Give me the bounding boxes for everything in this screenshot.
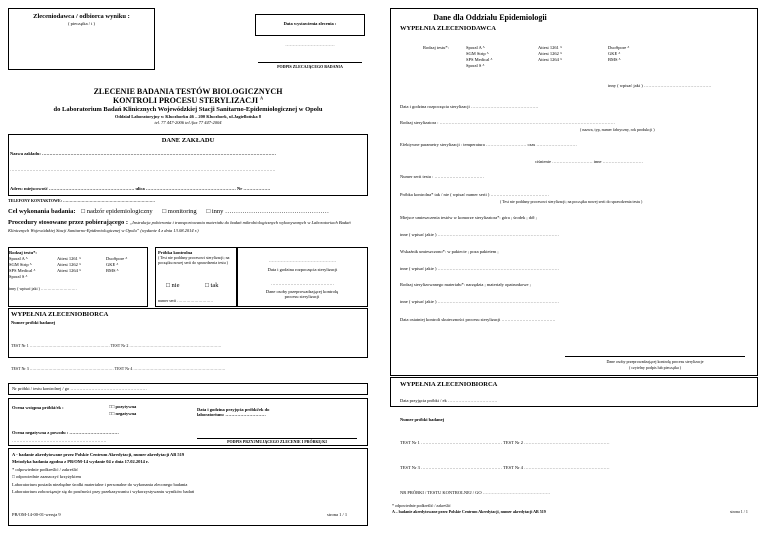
facility-name[interactable]: Nazwa zakładu: …………………………………………………………………………………………………………………………………………	[10, 151, 277, 156]
right-tests-1-2[interactable]: TEST Nr 1 ……………………………………………… TEST Nr 2 …………………………………………………	[400, 440, 610, 445]
purpose-row: Cel wykonania badania: □ nadzór epidemiologiczny □ monitoring □ inny …………………………………………	[8, 208, 330, 215]
orderer-note: ( pieczątka / i )	[68, 20, 95, 26]
right-params-2[interactable]: ciśnienie ……………………… inne ………………………	[535, 159, 644, 164]
note-checkbox: □ odpowiednie zaznaczyć krzyżykiem	[12, 474, 82, 479]
doc-code: PB/OM-14-00-01-wersja 9	[12, 512, 61, 517]
contractor-tests-1-2[interactable]: TEST Nr 1 …………………………………………………… TEST Nr 2 ……………………………………………………………	[11, 344, 222, 348]
tests-title: Rodzaj testu*:	[9, 250, 37, 255]
right-tests-col-2[interactable]: Attest 1261 ᴬ Attest 1262 ᴬ Attest 1264 ᴬ	[538, 45, 562, 62]
contractor-sample-label: Numer próbki badanej	[11, 320, 56, 325]
acceptance-date[interactable]: Data i godzina przyjęcia próbki/ek do laboratorium: ………………………	[197, 407, 270, 418]
accreditation: A - badanie akredytowane przez Polskie Centrum Akredytacji, numer akredytacji AB 519	[12, 452, 185, 457]
right-material[interactable]: Rodzaj sterylizowanego materiału*: narzędzia ; materiały opatrunkowe ;	[400, 282, 531, 287]
right-signer-note: ( czytelny podpis lub pieczątka )	[628, 365, 682, 370]
negative-reason[interactable]: Ocena negatywna z powodu : ……………………………	[12, 430, 119, 435]
purpose-other-checkbox[interactable]: □ inny …………………………………………	[206, 208, 330, 215]
control-no-checkbox[interactable]: □ nie	[166, 282, 180, 289]
orderer-box	[8, 8, 155, 70]
form-subtitle: KONTROLI PROCESU STERYLIZACJI $^A$	[113, 95, 263, 105]
assessment-positive-checkbox[interactable]: □□ pozytywna	[109, 404, 137, 409]
issue-date-label: Data wystawienia zlecenia :	[283, 21, 337, 26]
purpose-monitoring-checkbox[interactable]: □ monitoring	[162, 208, 197, 215]
issue-date-box[interactable]	[255, 14, 365, 36]
control-yes-checkbox[interactable]: □ tak	[205, 282, 219, 289]
right-tests-label: Rodzaj testu*:	[423, 45, 449, 50]
right-params-1[interactable]: Efektywne parametry sterylizacji : temperatura ……………………… czas ………………………	[400, 142, 577, 147]
start-label: Data i godzina rozpoczęcia sterylizacji	[267, 267, 338, 272]
right-footnote-1: * odpowiednie podkreślić / zakreślić	[392, 503, 451, 508]
note-confidentiality: Laboratorium zobowiązuje się do poufności przy przekazywaniu i wykorzystywaniu wyników badań	[12, 489, 194, 494]
right-steriliser-note: ( nazwa, typ, numer fabryczny, rok produkcji )	[580, 127, 655, 132]
right-series[interactable]: Numer serii testu : ……………………………	[400, 174, 484, 179]
control-sample-number[interactable]: Nr próbki / testu kontrolnej / go ……………………………………………	[8, 383, 368, 395]
right-steriliser[interactable]: Rodzaj sterylizatora : ………………………………………………………………………………………………………	[400, 120, 616, 125]
right-footnote-2: A – badanie akredytowane przez Polskie Centrum Akredytacji, numer akredytacji AB 519	[392, 509, 546, 514]
right-contractor-title: WYPEŁNIA ZLECENIOBIORCA	[400, 381, 498, 388]
assessment-negative-checkbox[interactable]: □□ negatywna	[109, 411, 137, 416]
issue-date-dots: ……………………………	[285, 42, 335, 47]
left-page-number: strona 1 / 1	[327, 512, 348, 517]
right-tests-other[interactable]: inny ( wpisać jaki ) ………………………………………	[608, 83, 712, 88]
right-receipt-date[interactable]: Data przyjęcia próbki / ek ……………………………	[400, 398, 498, 403]
purpose-epidemic-checkbox[interactable]: □ nadzór epidemiologiczny	[81, 208, 153, 215]
lab-address: Oddział Laboratoryjny w Kluczborku 46 – 200 Kluczbork, ul.Jagiellońska 8	[114, 114, 262, 119]
right-placement[interactable]: Miejsce umieszczenia testów w komorze sterylizatora*: góra ; środek ; dół ;	[400, 215, 537, 220]
signer-dots[interactable]: ……………………………………	[271, 281, 334, 286]
contractor-tests-3-4[interactable]: TEST Nr 3 ……………………………………………………… TEST Nr 4 ……………………………………………………………	[11, 367, 226, 371]
methodology: Metodyka badania zgodna z PB/OM-14 wydanie 04 z dnia 17.02.2014 r.	[12, 459, 149, 464]
form-title: ZLECENIE BADANIA TESTÓW BIOLOGICZNYCH	[93, 87, 283, 96]
control-series[interactable]: numer serii ………………………	[158, 299, 214, 303]
note-resources: Laboratorium posiada niezbędne środki materialne i personalne do wykonania zleconego badania	[12, 482, 188, 487]
right-indicator[interactable]: Wskaźnik umieszczono*: w pakiecie ; poza pakietem ;	[400, 249, 499, 254]
negative-reason-dots[interactable]: ………………………………………………………	[12, 438, 107, 443]
acceptance-signature: PODPIS PRZYJMUJĄCEGO ZLECENIE I PRÓBKĘ/KI	[227, 439, 327, 444]
tests-col-2[interactable]: Attest 1261 ᴬ Attest 1262 ᴬ Attest 1264 ᴬ	[57, 256, 81, 273]
tests-col-3[interactable]: DuoSpore ᴬ GKE ᴬ BMS ᴬ	[106, 256, 128, 273]
right-material-other[interactable]: inne ( wpisać jakie ) ………………………………………………………………………	[400, 299, 560, 304]
right-start[interactable]: Data i godzina rozpoczęcia sterylizacji ………………………………………	[400, 104, 539, 109]
tests-col-1[interactable]: Sporal A ᴬ SGM Strip ᴬ SPS Medical ᴬ Sporal S ᴬ	[9, 256, 36, 279]
client-fill-title: WYPEŁNIA ZLECENIODAWCA	[400, 25, 496, 32]
lab-name: do Laboratorium Badań Klinicznych Wojewódzkiej Stacji Sanitarno-Epidemiologicznej w Opolu	[53, 106, 323, 113]
right-tests-3-4[interactable]: TEST Nr 3 ……………………………………………… TEST Nr 4 …………………………………………………	[400, 465, 610, 470]
procedure-text: Procedury stosowane przez pobierającego : „Instrukcja pobierania i transportowania materiału do badań mikrobiologicznych wykonywanych w Laboratoriach Badań Klinicznych Wojewódzkiej Stacji Sanitarno-Epidemiologicznej w Opolu” (wydanie 4 z dnia 13.08.2014 r.)	[8, 219, 351, 233]
right-last-check[interactable]: Data ostatniej kontroli skuteczności procesu sterylizacji ………………………………	[400, 317, 556, 322]
start-dots[interactable]: ………………………………………	[268, 258, 337, 263]
right-tests-col-3[interactable]: DuoSpore ᴬ GKE ᴬ BMS ᴬ	[608, 45, 630, 62]
right-control-number[interactable]: NR PRÓBKI / TESTU KONTROLNEJ / GO ………………………………………	[400, 490, 551, 495]
facility-address[interactable]: Adres: miejscowość ………………………………………………… ulica …………………………………………………… Nr ………………	[10, 186, 271, 191]
contractor-title: WYPEŁNIA ZLECENIOBIORCA	[11, 311, 109, 318]
right-page-number: strona 1 / 1	[730, 509, 748, 514]
control-title: Próbka kontrolna	[158, 250, 193, 255]
right-sample-label: Numer próbki badanej	[400, 417, 445, 422]
right-signer: Dane osoby przeprowadzającej kontrolę procesu sterylizacje	[606, 359, 704, 364]
right-placement-other[interactable]: inne ( wpisać jakie ) ………………………………………………………………………	[400, 232, 560, 237]
signer-label: Dane osoby przeprowadzającej kontrolę procesu sterylizacji	[265, 289, 339, 300]
right-indicator-other[interactable]: inne ( wpisać jakie ) ………………………………………………………………………	[400, 266, 560, 271]
facility-title: DANE ZAKŁADU	[161, 137, 215, 144]
facility-name-dots[interactable]: ……………………………………………………………………………………………………………………………………………………………	[10, 167, 276, 172]
orderer-title: Zleceniodawca / odbiorca wyniku :	[33, 13, 130, 20]
right-control-note: ( Test nie poddany procesowi sterylizacji; na początku nowej serii do sprawdzenia testu )	[500, 199, 643, 204]
assessment-initial: Ocena wstępna próbki/ek :	[12, 405, 64, 410]
control-note: ( Test nie poddany procesowi sterylizacji; na początku nowej serii do sprawdzenia testu )	[158, 255, 230, 265]
tests-other[interactable]: inny ( wpisać jaki ) ………………………	[9, 287, 77, 291]
right-control[interactable]: Próbka kontrolna* tak / nie ( wpisać numer serii ) …………………………………	[400, 192, 549, 197]
right-tests-col-1[interactable]: Sporal A ᴬ SGM Strip ᴬ SPS Medical ᴬ Sporal S ᴬ	[466, 45, 493, 68]
contact-phones[interactable]: TELEFONY KONTAKTOWE: ……………………………………………………………	[8, 199, 156, 203]
signature-label: PODPIS ZLECAJĄCEGO BADANIA	[277, 64, 343, 69]
lab-phone: tel. 77 447-2006 tel./fax 77 447-2004	[154, 120, 222, 125]
epidemiology-title: Dane dla Oddziału Epidemiologii	[433, 13, 547, 22]
note-underline: * odpowiednie podkreślić / zakreślić	[12, 467, 78, 472]
